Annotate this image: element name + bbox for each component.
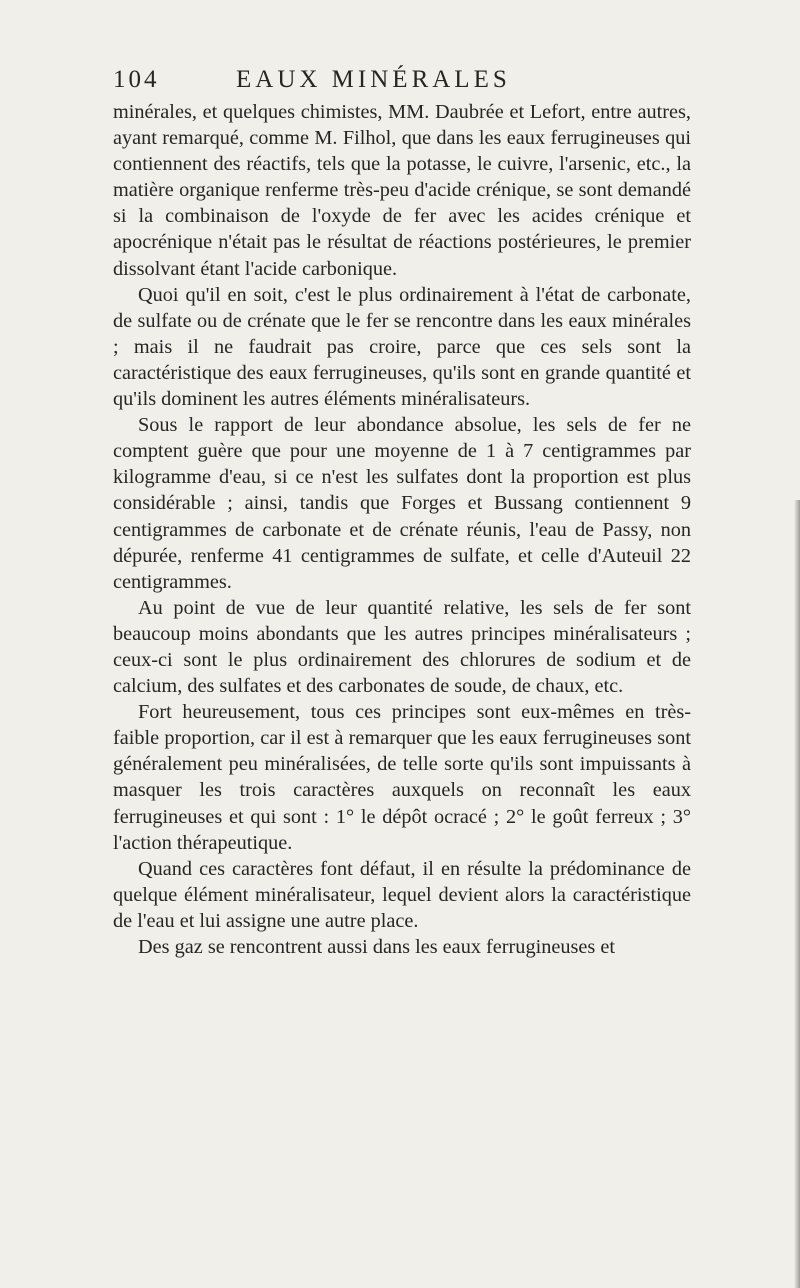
running-title: EAUX MINÉRALES [236, 66, 511, 93]
paragraph: Au point de vue de leur quantité relative, les sels de fer sont beaucoup moins abondants que les autres principes minéralisateurs ; ceux-ci sont le plus ordinairement des chlorures de sodium et de calcium, des sulfates et des carbonates de soude, de chaux, etc. [113, 596, 691, 698]
paragraph: Quoi qu'il en soit, c'est le plus ordinairement à l'état de carbonate, de sulfate ou de crénate que le fer se rencontre dans les eaux minérales ; mais il ne faudrait pas croire, parce que ces sels sont la caractéristique des eaux ferrugineuses, qu'ils sont en grande quantité et qu'ils dominent les autres éléments minéralisateurs. [113, 283, 691, 411]
paragraph: minérales, et quelques chimistes, MM. Daubrée et Lefort, entre autres, ayant remarqué, comme M. Filhol, que dans les eaux ferrugineuses qui contiennent des réactifs, tels que la potasse, le cuivre, l'arsenic, etc., la matière organique renferme très-peu d'acide crénique, se sont demandé si la combinaison de l'oxyde de fer avec les acides crénique et apocrénique n'était pas le résultat de réactions postérieures, le premier dissolvant étant l'acide carbonique. [113, 101, 691, 280]
paragraph: Des gaz se rencontrent aussi dans les eaux ferrugineuses et [138, 936, 615, 958]
page-edge-shadow [794, 500, 800, 1288]
page-header [113, 66, 673, 94]
body-text [113, 99, 691, 960]
page-number: 104 [113, 66, 160, 93]
paragraph: Quand ces caractères font défaut, il en résulte la prédominance de quelque élément minéralisateur, lequel devient alors la caractéristique de l'eau et lui assigne une autre place. [113, 857, 691, 932]
paragraph: Fort heureusement, tous ces principes sont eux-mêmes en très-faible proportion, car il est à remarquer que les eaux ferrugineuses sont généralement peu minéralisées, de telle sorte qu'ils sont impuissants à masquer les trois caractères auxquels on reconnaît les eaux ferrugineuses et qui sont : 1° le dépôt ocracé ; 2° le goût ferreux ; 3° l'action thérapeutique. [113, 701, 691, 854]
paragraph: Sous le rapport de leur abondance absolue, les sels de fer ne comptent guère que pour une moyenne de 1 à 7 centigrammes par kilogramme d'eau, si ce n'est les sulfates dont la proportion est plus considérable ; ainsi, tandis que Forges et Bussang contiennent 9 centigrammes de carbonate et de crénate réunis, l'eau de Passy, non dépurée, renferme 41 centigrammes de sulfate, et celle d'Auteuil 22 centigrammes. [113, 414, 691, 593]
